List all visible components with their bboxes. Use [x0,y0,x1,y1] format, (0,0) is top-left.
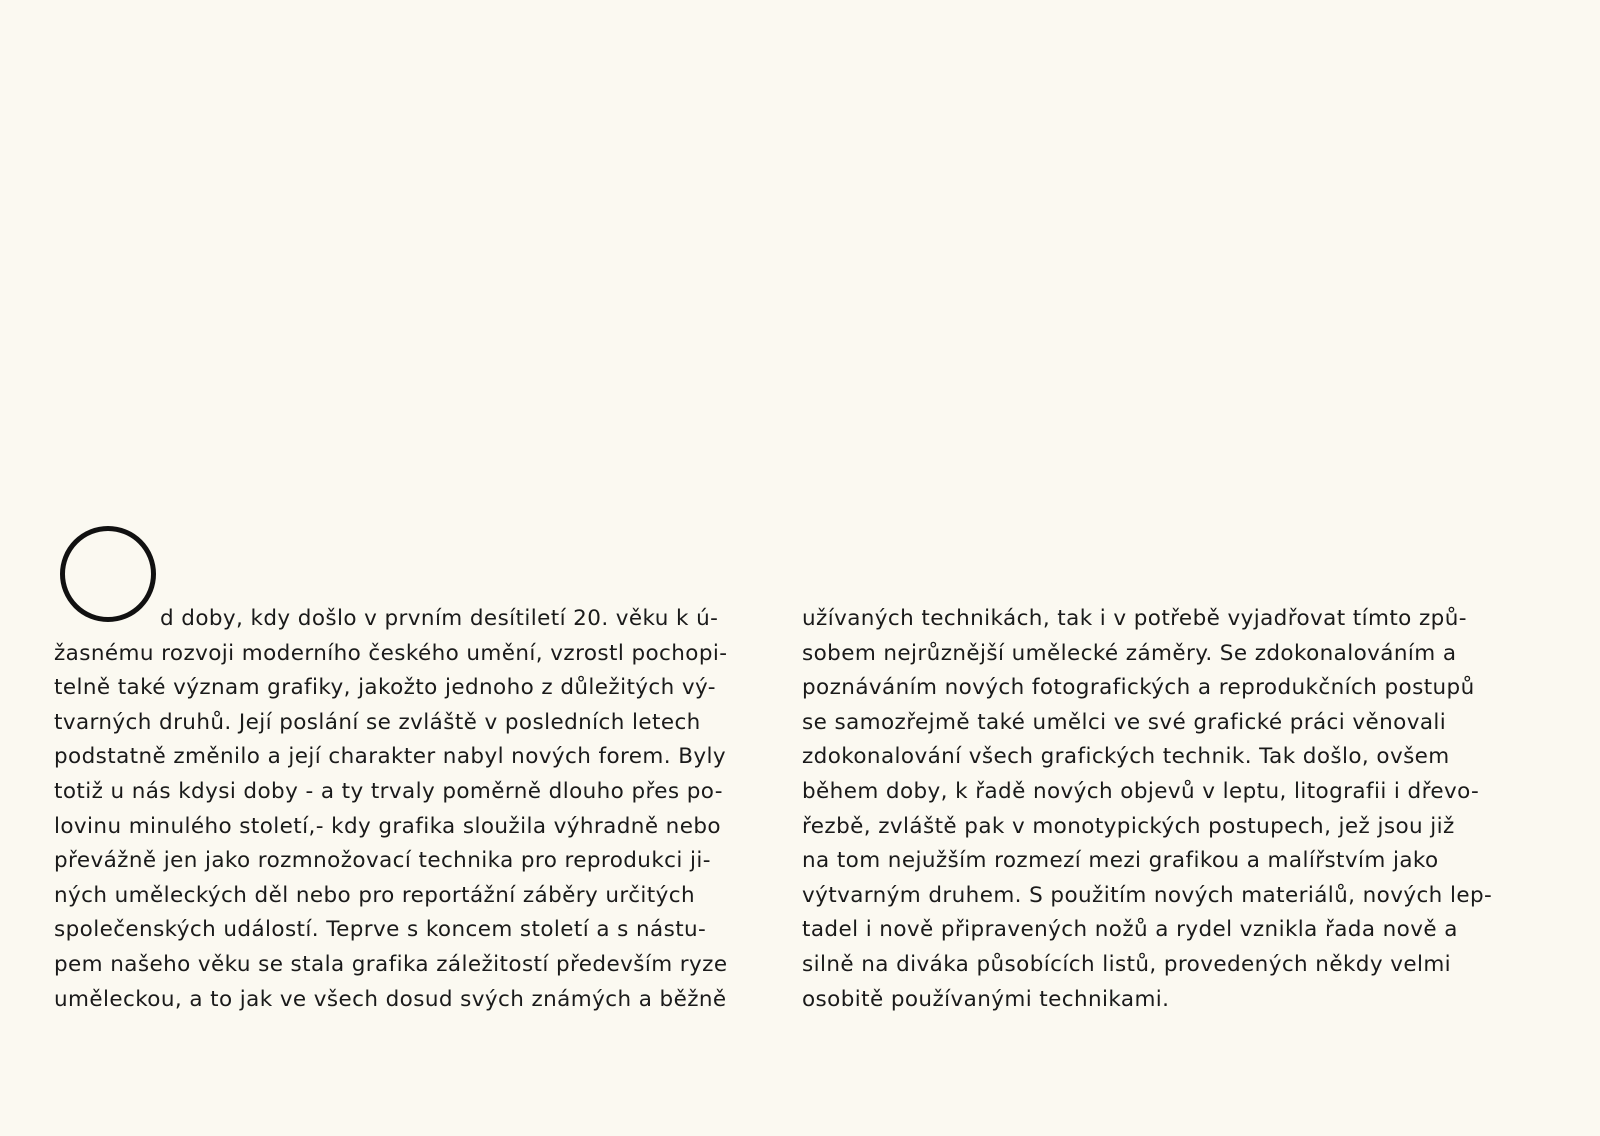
text-line: pem našeho věku se stala grafika záležitostí především ryze [54,951,728,977]
text-line: podstatně změnilo a její charakter nabyl nových forem. Byly [54,744,726,770]
text-line: žasnému rozvoji moderního českého umění, vzrostl pochopi- [54,640,728,666]
text-line: poznáváním nových fotografických a reprodukčních postupů [802,675,1475,701]
text-line: osobitě používanými technikami. [802,986,1170,1012]
right-text-column [802,602,1493,1017]
text-line: telně také význam grafiky, jakožto jednoho z důležitých vý- [54,675,716,701]
text-line: tadel i nově připravených nožů a rydel vznikla řada nově a [802,917,1458,943]
left-text-column [54,602,728,1017]
text-line: zdokonalování všech grafických technik. Tak došlo, ovšem [802,744,1450,770]
text-line: výtvarným druhem. S použitím nových materiálů, nových lep- [802,882,1493,908]
text-line: silně na diváka působících listů, provedených někdy velmi [802,951,1452,977]
text-line: na tom nejužším rozmezí mezi grafikou a malířstvím jako [802,848,1439,874]
text-line: totiž u nás kdysi doby - a ty trvaly poměrně dlouho přes po- [54,778,723,804]
text-line: ných uměleckých děl nebo pro reportážní záběry určitých [54,882,695,908]
text-line: sobem nejrůznější umělecké záměry. Se zdokonalováním a [802,640,1457,666]
text-line: společenských událostí. Teprve s koncem století a s nástu- [54,917,707,943]
text-line: řezbě, zvláště pak v monotypických postupech, jež jsou již [802,813,1455,839]
text-line: lovinu minulého století,- kdy grafika sloužila výhradně nebo [54,813,721,839]
text-line: během doby, k řadě nových objevů v leptu, litografii i dřevo- [802,778,1480,804]
text-line: převážně jen jako rozmnožovací technika pro reprodukci ji- [54,848,711,874]
text-line: tvarných druhů. Její poslání se zvláště v posledních letech [54,709,701,735]
text-line: užívaných technikách, tak i v potřebě vyjadřovat tímto způ- [802,606,1467,631]
text-line: uměleckou, a to jak ve všech dosud svých známých a běžně [54,986,727,1012]
text-line: se samozřejmě také umělci ve své grafické práci věnovali [802,709,1447,735]
text-line: d doby, kdy došlo v prvním desítiletí 20. věku k ú- [160,606,719,631]
